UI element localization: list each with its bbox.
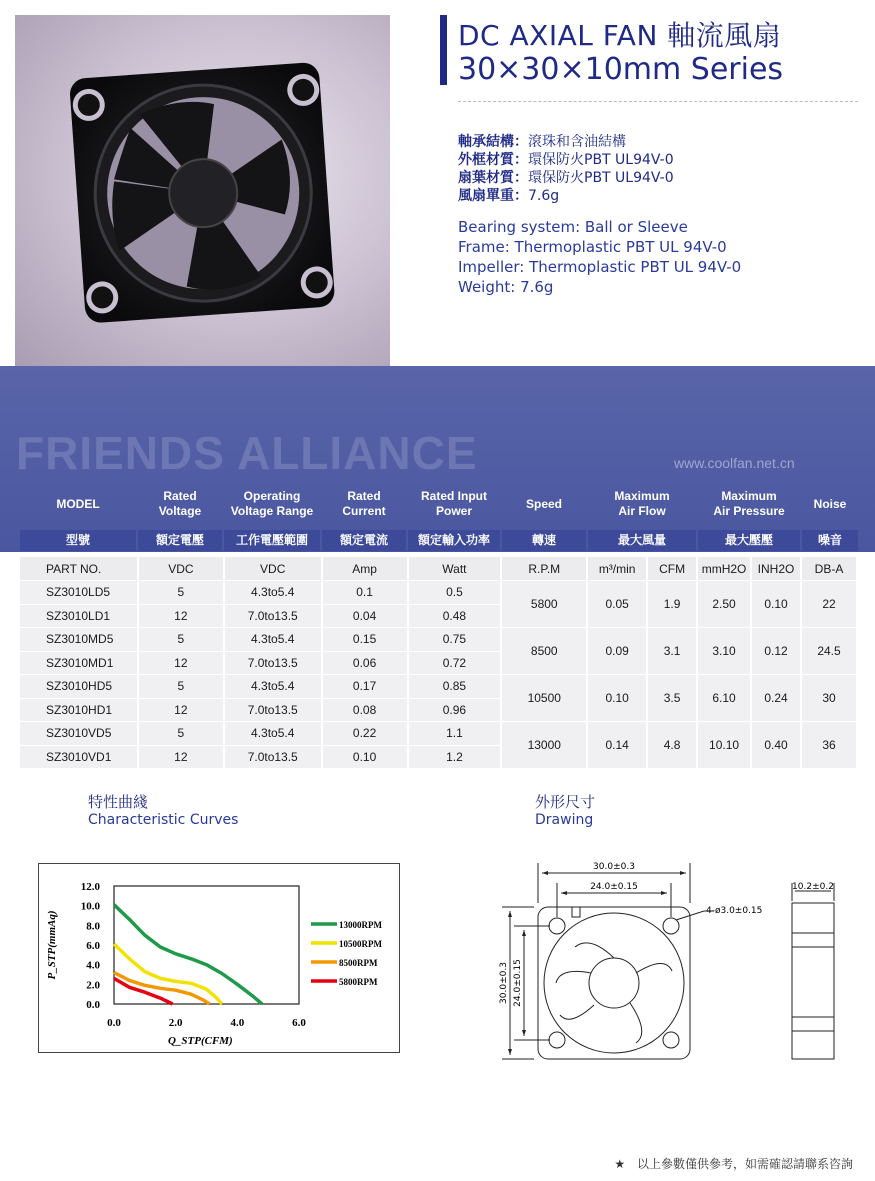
y-tick-label: 4.0 (86, 959, 100, 972)
table-cell: VDC (224, 557, 322, 581)
table-cell: 7.0to13.5 (224, 651, 322, 675)
units-row (20, 557, 857, 581)
table-row (20, 675, 857, 699)
spec-item-en: Bearing system: Ball or Sleeve (458, 218, 688, 236)
table-row (20, 722, 857, 746)
cn-header-cell: 最大風量 (588, 530, 696, 551)
table-cell: 4.8 (647, 722, 697, 769)
table-cell: SZ3010LD5 (20, 581, 138, 605)
spec-item-en: Weight: 7.6g (458, 278, 554, 296)
table-cell: 2.50 (697, 581, 751, 628)
y-tick-label: 2.0 (86, 979, 100, 992)
legend-label: 10500RPM (339, 939, 382, 949)
y-tick-label: 12.0 (80, 881, 100, 893)
table-cell: 0.75 (408, 628, 502, 652)
y-tick-label: 8.0 (86, 920, 100, 933)
cn-header-cell: 噪音 (802, 530, 858, 551)
table-cell: DB-A (801, 557, 857, 581)
table-cell: 0.10 (751, 581, 801, 628)
page-subtitle: 30×30×10mm Series (458, 52, 784, 87)
table-cell: 0.09 (587, 628, 647, 675)
y-tick-label: 10.0 (80, 900, 100, 913)
cn-header-cell: 額定電流 (322, 530, 406, 551)
table-cell: 0.85 (408, 675, 502, 699)
dim-outer-label: 30.0±0.3 (593, 862, 635, 872)
col-header-power: Rated Input Power (421, 489, 487, 518)
table-cell: 36 (801, 722, 857, 769)
table-cell: PART NO. (20, 557, 138, 581)
series-line-10500RPM (114, 944, 222, 1004)
y-tick-label: 0.0 (86, 999, 100, 1011)
table-cell: CFM (647, 557, 697, 581)
table-cell: 3.5 (647, 675, 697, 722)
x-tick-label: 0.0 (107, 1017, 121, 1029)
footer-note: ★ 以上參數僅供參考，如需確認請聯系咨詢 (614, 1157, 853, 1171)
table-cell: 5800 (501, 581, 587, 628)
table-cell: 0.96 (408, 698, 502, 722)
star-icon: ★ (614, 1157, 626, 1171)
legend-label: 13000RPM (339, 920, 382, 930)
table-cell: 12 (138, 698, 224, 722)
chart-svg (39, 864, 399, 1052)
table-cell: 0.10 (587, 675, 647, 722)
cn-header-row (20, 530, 858, 551)
table-cell: 8500 (501, 628, 587, 675)
table-cell: 0.17 (322, 675, 408, 699)
table-row (20, 628, 857, 652)
table-cell: SZ3010MD5 (20, 628, 138, 652)
table-cell: 10500 (501, 675, 587, 722)
table-cell: 12 (138, 745, 224, 769)
spec-list-en (458, 217, 741, 297)
table-cell: SZ3010VD5 (20, 722, 138, 746)
table-cell: m³/min (587, 557, 647, 581)
table-cell: 5 (138, 722, 224, 746)
table-cell: 10.10 (697, 722, 751, 769)
table-cell: 0.48 (408, 604, 502, 628)
col-header-speed: Speed (525, 497, 562, 511)
cn-header-cell: 最大壓壓 (698, 530, 800, 551)
col-header-voltage: Rated Voltage (158, 489, 202, 518)
table-cell: 0.04 (322, 604, 408, 628)
table-cell: 4.3to5.4 (224, 581, 322, 605)
spec-item: 風扇單重：7.6g (458, 188, 560, 204)
table-cell: 1.2 (408, 745, 502, 769)
table-cell: 5 (138, 628, 224, 652)
legend-label: 8500RPM (339, 958, 378, 968)
title-divider (458, 101, 858, 102)
cn-header-cell: 額定電壓 (138, 530, 222, 551)
col-header-noise: Noise (813, 497, 847, 511)
fan-drawing-icon (490, 855, 850, 1075)
col-header-pressure: Maximum Air Pressure (713, 489, 785, 518)
table-cell: R.P.M (501, 557, 587, 581)
col-header-current: Rated Current (342, 489, 386, 518)
table-cell: 12 (138, 604, 224, 628)
table-cell: 0.10 (322, 745, 408, 769)
page-title: DC AXIAL FAN 軸流風扇 (458, 19, 782, 52)
website-url: www.coolfan.net.cn (674, 455, 795, 471)
col-header-airflow: Maximum Air Flow (614, 489, 670, 518)
curves-section-title: 特性曲綫 Characteristic Curves (88, 793, 239, 828)
table-cell: 0.06 (322, 651, 408, 675)
table-cell: 0.08 (322, 698, 408, 722)
x-tick-label: 2.0 (168, 1017, 183, 1029)
table-cell: 0.12 (751, 628, 801, 675)
table-cell: 0.22 (322, 722, 408, 746)
table-cell: 0.24 (751, 675, 801, 722)
table-cell: 3.1 (647, 628, 697, 675)
x-axis-label: Q_STP(CFM) (167, 1035, 233, 1047)
table-cell: mmH2O (697, 557, 751, 581)
title-accent-bar (440, 15, 447, 85)
table-cell: INH2O (751, 557, 801, 581)
table-cell: 7.0to13.5 (224, 745, 322, 769)
table-cell: 0.1 (322, 581, 408, 605)
table-cell: 30 (801, 675, 857, 722)
legend-label: 5800RPM (339, 977, 378, 987)
table-cell: SZ3010MD1 (20, 651, 138, 675)
col-header-model: MODEL (56, 497, 100, 511)
table-cell: 0.05 (587, 581, 647, 628)
table-cell: 7.0to13.5 (224, 604, 322, 628)
table-cell: 12 (138, 651, 224, 675)
table-cell: Amp (322, 557, 408, 581)
table-cell: SZ3010VD1 (20, 745, 138, 769)
dim-holes-label: 4-ø3.0±0.15 (706, 906, 763, 916)
table-row (20, 581, 857, 605)
table-cell: 3.10 (697, 628, 751, 675)
cn-header-cell: 型號 (20, 530, 136, 551)
spec-item: 扇葉材質：環保防火PBT UL94V-0 (458, 170, 674, 186)
table-cell: 7.0to13.5 (224, 698, 322, 722)
spec-item: 軸承結構：滾珠和含油結構 (458, 134, 626, 150)
table-cell: 5 (138, 675, 224, 699)
x-tick-label: 6.0 (292, 1017, 306, 1029)
table-cell: 0.15 (322, 628, 408, 652)
dim-spacing-label: 24.0±0.15 (590, 882, 638, 892)
table-cell: 24.5 (801, 628, 857, 675)
brand-watermark: FRIENDS ALLIANCE (16, 427, 478, 479)
table-cell: 13000 (501, 722, 587, 769)
col-header-range: Operating Voltage Range (230, 489, 314, 518)
table-cell: 6.10 (697, 675, 751, 722)
dim-thickness-label: 10.2±0.2 (792, 882, 834, 892)
table-cell: 0.14 (587, 722, 647, 769)
table-cell: SZ3010HD5 (20, 675, 138, 699)
cn-header-cell: 工作電壓範圍 (224, 530, 320, 551)
table-cell: 1.1 (408, 722, 502, 746)
dim-height-inner-label: 24.0±0.15 (513, 959, 523, 1007)
table-cell: Watt (408, 557, 502, 581)
y-tick-label: 6.0 (86, 940, 100, 952)
table-cell: 4.3to5.4 (224, 628, 322, 652)
table-cell: 0.5 (408, 581, 502, 605)
product-photo (15, 15, 390, 366)
fan-photo-icon (15, 15, 390, 366)
spec-table (20, 557, 858, 769)
table-cell: 5 (138, 581, 224, 605)
drawing-section-title: 外形尺寸 Drawing (535, 793, 596, 828)
table-cell: 4.3to5.4 (224, 722, 322, 746)
plot-area (114, 886, 299, 1004)
table-cell: SZ3010LD1 (20, 604, 138, 628)
x-tick-label: 4.0 (230, 1017, 245, 1029)
dimension-drawing (490, 855, 850, 1075)
table-cell: 0.72 (408, 651, 502, 675)
series-line-5800RPM (114, 978, 173, 1004)
spec-item-en: Impeller: Thermoplastic PBT UL 94V-0 (458, 258, 742, 276)
table-cell: 1.9 (647, 581, 697, 628)
y-axis-label: P_STP(mmAq) (46, 910, 58, 980)
table-cell: 0.40 (751, 722, 801, 769)
spec-item: 外框材質：環保防火PBT UL94V-0 (458, 152, 674, 168)
table-cell: SZ3010HD1 (20, 698, 138, 722)
dim-height-outer-label: 30.0±0.3 (499, 962, 509, 1004)
spec-item-en: Frame: Thermoplastic PBT UL 94V-0 (458, 238, 727, 256)
cn-header-cell: 轉速 (502, 530, 586, 551)
table-cell: VDC (138, 557, 224, 581)
cn-header-cell: 額定輸入功率 (408, 530, 500, 551)
spec-list-cn (458, 133, 674, 205)
characteristic-chart (38, 863, 400, 1053)
table-cell: 22 (801, 581, 857, 628)
table-cell: 4.3to5.4 (224, 675, 322, 699)
